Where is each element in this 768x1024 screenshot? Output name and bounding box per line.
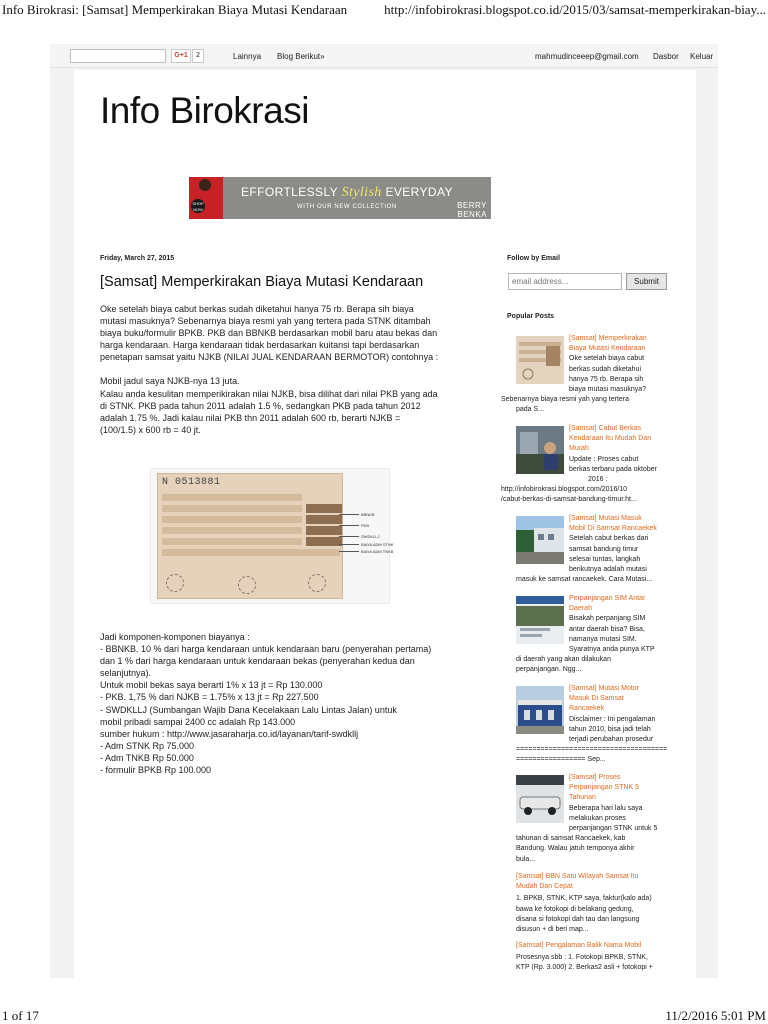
more-link[interactable]: Lainnya [233, 52, 262, 61]
print-page-number: 1 of 17 [2, 1008, 39, 1023]
post-link[interactable]: [Samsat] Proses [569, 774, 621, 781]
post-body-costs [100, 631, 470, 776]
model-image [189, 177, 223, 219]
gplus-count: 2 [192, 49, 204, 63]
gplus-button[interactable]: G+1 [171, 49, 191, 63]
stnk-serial: N 0513881 [162, 477, 221, 488]
popular-post[interactable]: [Samsat] BBN Satu Wilayah Samsat Itu Mudah Dan Cepat 1. BPKB, STNK, KTP saya, faktur(kalo ada) bawa ke fotokopi di belakang gedung, disana si fotokopi dah tau dan langsung disusun + di beri map... [516, 872, 672, 935]
post-line: Kalau anda kesulitan memperikirakan nilai NJKB, bisa dilihat dari nilai PKB yang ada [100, 388, 438, 399]
navbar-search-input[interactable] [70, 49, 166, 63]
post-link[interactable]: [Samsat] Pengalaman Balik Nama Mobil [516, 942, 642, 949]
print-page-title: Info Birokrasi: [Samsat] Memperkirakan Biaya Mutasi Kendaraan [2, 2, 348, 17]
stnk-label: SWDKLLJ [361, 534, 380, 539]
post-link[interactable]: [Samsat] Cabut Berkas [569, 425, 641, 432]
samsat-office-thumbnail-icon [516, 686, 564, 734]
stamp-icon [308, 574, 326, 592]
banner-subline: WITH OUR NEW COLLECTION [297, 204, 397, 210]
post-link[interactable]: Biaya Mutasi Kendaraan [569, 345, 646, 353]
post-link[interactable]: Murah [569, 445, 589, 453]
post-link[interactable]: Tahunan [569, 794, 596, 802]
post-line: mobil pribadi sampai 2400 cc adalah Rp 143.000 [100, 716, 296, 727]
post-line: adalah 1.75 %. Jadi kalau nilai PKB thn 2011 adalah 600 rb, berarti NJKB = [100, 412, 401, 423]
stamp-icon [166, 574, 184, 592]
popular-post[interactable]: Perpanjangan SIM Antar Daerah Bisakah perpanjang SIM antar daerah bisa? Bisa, namanya mutasi SIM. Syaratnya anda punya KTP di daerah yang akan dilakukan perpanjangan. Ngg... [516, 594, 672, 676]
post-line: - SWDKLLJ (Sumbangan Wajib Dana Kecelakaan Lalu Lintas Jalan) untuk [100, 704, 397, 715]
post-link[interactable]: [Samsat] Mutasi Motor [569, 685, 640, 692]
post-link[interactable]: Rancaekek [569, 705, 605, 713]
post-date: Friday, March 27, 2015 [100, 255, 175, 262]
post-line: Jadi komponen-komponen biayanya : [100, 632, 250, 642]
post-line: di STNK. PKB pada tahun 2011 adalah 1.5 %, sedangkan PKB pada tahun 2012 [100, 400, 421, 411]
post-line: - formulir BPKB Rp 100.000 [100, 765, 212, 776]
post-link[interactable]: [Samsat] Mutasi Masuk [569, 515, 642, 522]
post-title[interactable]: [Samsat] Memperkirakan Biaya Mutasi Kendaraan [100, 274, 424, 290]
post-line: Mobil jadul saya NJKB-nya 13 juta. [100, 376, 240, 387]
dashboard-link[interactable]: Dasbor [653, 52, 679, 61]
banner-word-1: EFFORTLESSLY [241, 185, 338, 199]
post-line: penetapan samsat yaitu NJKB (NILAI JUAL KENDARAAN BERMOTOR) contohnya : [100, 352, 439, 363]
building-photo-thumbnail-icon [516, 516, 564, 564]
post-link[interactable]: Mudah Dan Cepat [516, 883, 573, 891]
post-line: (100/1.5) x 600 rb = 40 jt. [100, 424, 201, 435]
popular-post[interactable]: [Samsat] Memperkirakan Biaya Mutasi Kendaraan Oke setelah biaya cabut berkas sudah diketahui hanya 75 rb. Berapa sih biaya mutasi masuknya? Sebenarnya biaya resmi yah yang tertera pada S... [516, 334, 672, 416]
stnk-label: PKB [361, 523, 370, 528]
post-link[interactable]: Masuk Di Samsat [569, 695, 624, 703]
post-line: - Adm TNKB Rp 50.000 [100, 752, 194, 763]
stnk-document [157, 473, 343, 599]
popular-post[interactable]: [Samsat] Proses Perpanjangan STNK 5 Tahunan Beberapa hari lalu saya melakukan proses perpanjangan STNK untuk 5 tahunan di samsat Rancaekek, kab Bandung. Walau jatuh temponya akhir bula... [516, 773, 672, 865]
follow-heading: Follow by Email [507, 255, 560, 262]
source-link[interactable]: sumber hukum : http://www.jasaraharja.co.id/layanan/tarif-swdkllj [100, 728, 359, 739]
post-line: mutasi masuknya? Sebenarnya biaya resmi yah yang tertera pada STNK ditambah [100, 316, 431, 327]
banner-headline [241, 185, 453, 201]
post-line: - Adm STNK Rp 75.000 [100, 740, 195, 751]
user-email: mahmudinceeep@gmail.com [535, 52, 639, 61]
stnk-image[interactable] [150, 468, 394, 604]
screen-thumbnail-icon [516, 596, 564, 644]
popular-post[interactable]: [Samsat] Cabut Berkas Kendaraan Itu Mudah Dan Murah Update : Proses cabut berkas terbaru pada oktober 2016 : http://infobirokrasi.blogspot.com/2016/10 /cabut-berkas-di-samsat-bandung-timur.ht... [516, 424, 672, 506]
banner-ad[interactable] [189, 177, 491, 219]
print-datetime: 11/2/2016 5:01 PM [665, 1008, 766, 1023]
follow-email-input[interactable] [508, 273, 622, 290]
post-link[interactable]: [Samsat] Memperkirakan [569, 335, 647, 342]
office-photo-thumbnail-icon [516, 426, 564, 474]
shop-now-badge[interactable]: SHOP NOW [192, 201, 204, 212]
next-blog-link[interactable]: Blog Berikut» [277, 52, 325, 61]
print-url: http://infobirokrasi.blogspot.co.id/2015/03/samsat-memperkirakan-biay... [384, 2, 766, 17]
stnk-label: BIAYA ADM STNK [361, 542, 394, 547]
blogger-navbar [50, 46, 718, 68]
post-link[interactable]: [Samsat] BBN Satu Wilayah Samsat Itu [516, 873, 639, 880]
post-line: - PKB. 1,75 % dari NJKB = 1.75% x 13 jt = Rp 227.500 [100, 692, 319, 703]
post-body [100, 303, 470, 436]
post-line: harga kendaraan. Harga kendaraan tidak berdasarkan kuitansi tapi berdasarkan [100, 340, 420, 351]
stnk-label: BBNKB [361, 512, 375, 517]
banner-word-2: Stylish [341, 185, 382, 200]
stamp-icon [238, 576, 256, 594]
post-link[interactable]: Mobil Di Samsat Rancaekek [569, 525, 657, 533]
post-line: biaya buku/formulir BPKB. PKB dan BBNKB berdasarkan mobil baru atau bekas dan [100, 328, 438, 339]
popular-posts-heading: Popular Posts [507, 313, 555, 320]
print-header [0, 2, 768, 20]
document-thumbnail-icon [516, 336, 564, 384]
stnk-label: BIAYA ADM TNKB [361, 549, 394, 554]
post-link[interactable]: Perpanjangan STNK 5 [569, 784, 640, 792]
post-link[interactable]: Daerah [569, 605, 592, 613]
post-link[interactable]: Perpanjangan SIM Antar [569, 595, 646, 602]
submit-button[interactable]: Submit [626, 273, 667, 290]
post-line: dan 1 % dari harga kendaraan untuk kendaraan bekas (penyerahan kedua dan [100, 656, 415, 667]
banner-brand: BERRY BENKA [457, 201, 487, 219]
popular-post[interactable]: [Samsat] Mutasi Motor Masuk Di Samsat Rancaekek Disclaimer : Ini pengalaman tahun 2010, bisa jadi telah terjadi perubahan prosedur ===================================== ================= Sep... [516, 684, 672, 766]
post-line: selanjutnya). [100, 668, 152, 679]
post-line: Untuk mobil bekas saya berarti 1% x 13 jt = Rp 130.000 [100, 680, 323, 691]
post-line: Oke setelah biaya cabut berkas sudah diketahui hanya 75 rb. Berapa sih biaya [100, 304, 414, 314]
print-footer [0, 1008, 768, 1024]
post-line: - BBNKB. 10 % dari harga kendaraan untuk kendaraan baru (penyerahan pertama) [100, 644, 432, 655]
post-link[interactable]: Kendaraan Itu Mudah Dan [569, 435, 652, 443]
logout-link[interactable]: Keluar [690, 52, 714, 61]
banner-word-3: EVERYDAY [385, 185, 453, 199]
popular-post[interactable]: [Samsat] Pengalaman Balik Nama Mobil Prosesnya sbb : 1. Fotokopi BPKB, STNK, KTP (Rp. 3.000) 2. Berkas2 asli + fotokopi + [516, 941, 672, 974]
blog-title[interactable]: Info Birokrasi [100, 90, 309, 131]
popular-post[interactable]: [Samsat] Mutasi Masuk Mobil Di Samsat Rancaekek Setelah cabut berkas dari samsat bandung timur selesai tuntas, langkah berikutnya adalah mutasi masuk ke samsat rancaekek. Cara Mutasi... [516, 514, 672, 585]
car-photo-thumbnail-icon [516, 775, 564, 823]
